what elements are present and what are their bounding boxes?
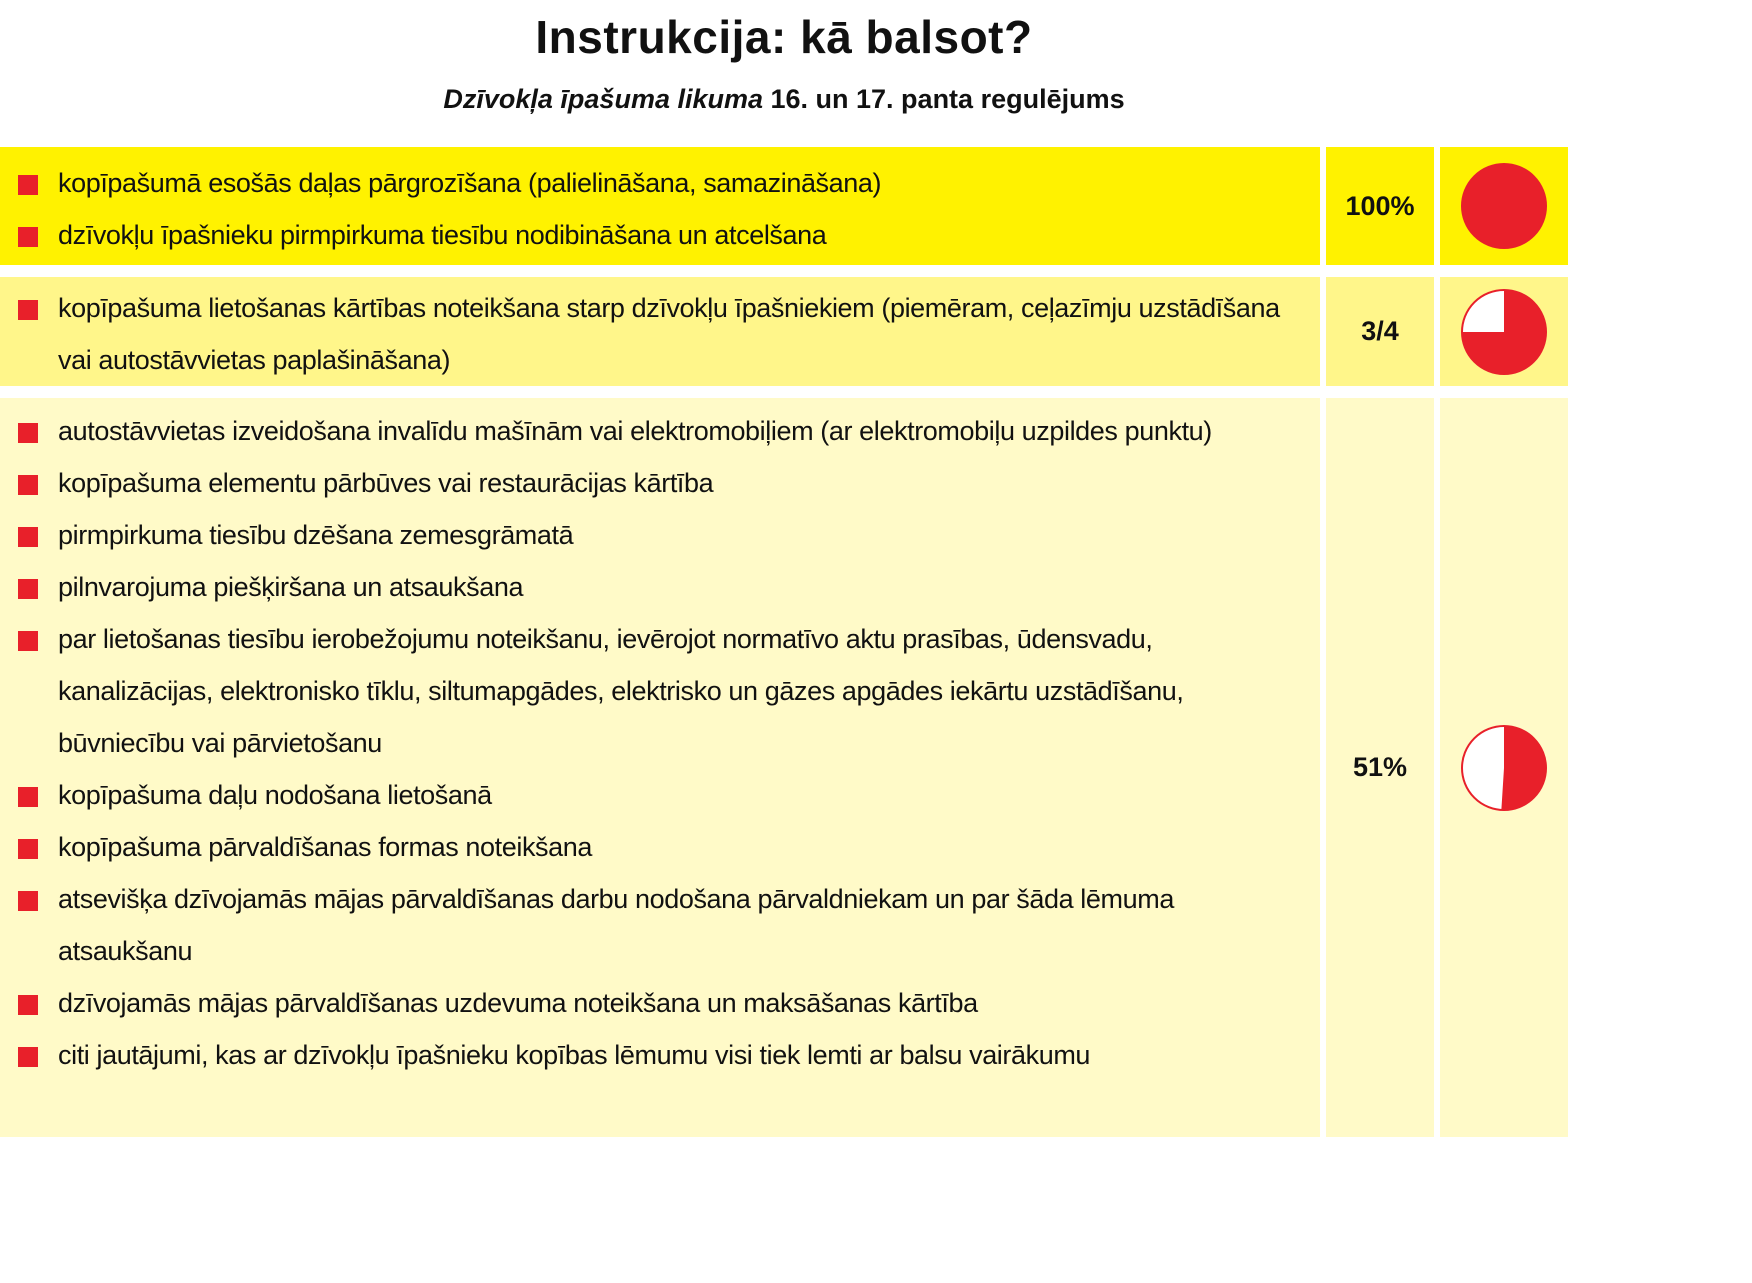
- subtitle-rest: 16. un 17. panta regulējums: [763, 84, 1125, 114]
- bullet-square-icon: [18, 423, 38, 443]
- list-item-text: dzīvokļu īpašnieku pirmpirkuma tiesību nodibināšana un atcelšana: [58, 220, 827, 250]
- list-item: [0, 1029, 1320, 1081]
- list-item: [0, 405, 1320, 457]
- bullet-square-icon: [18, 839, 38, 859]
- bullet-square-icon: [18, 527, 38, 547]
- list-item-text: citi jautājumi, kas ar dzīvokļu īpašnieku kopības lēmumu visi tiek lemti ar balsu vairākumu: [58, 1040, 1091, 1070]
- item-list: [0, 277, 1320, 386]
- half-circle-icon: [1459, 723, 1549, 813]
- bullet-square-icon: [18, 227, 38, 247]
- threshold-cell: [1326, 277, 1434, 386]
- list-item: [0, 509, 1320, 561]
- threshold-cell: [1326, 147, 1434, 265]
- list-item-text: kopīpašuma pārvaldīšanas formas noteikšana: [58, 832, 593, 862]
- list-item: [0, 613, 1320, 769]
- list-item-text: pirmpirkuma tiesību dzēšana zemesgrāmatā: [58, 520, 574, 550]
- list-item-text: autostāvvietas izveidošana invalīdu mašīnām vai elektromobiļiem (ar elektromobiļu uzpildes punktu): [58, 416, 1212, 446]
- pie-cell: [1440, 147, 1568, 265]
- pie-cell: [1440, 277, 1568, 386]
- vote-row-majority: [0, 398, 1568, 1137]
- list-item: [0, 282, 1320, 386]
- list-item: [0, 561, 1320, 613]
- list-item-text: atsevišķa dzīvojamās mājas pārvaldīšanas darbu nodošana pārvaldniekam un par šāda lēmuma atsaukšanu: [58, 884, 1174, 966]
- threshold-value: 100%: [1345, 190, 1415, 221]
- bullet-square-icon: [18, 631, 38, 651]
- list-item-text: kopīpašuma lietošanas kārtības noteikšana starp dzīvokļu īpašniekiem (piemēram, ceļazīmju uzstādīšana vai autostāvvietas paplašināšana): [58, 293, 1280, 375]
- bullet-square-icon: [18, 787, 38, 807]
- bullet-square-icon: [18, 475, 38, 495]
- page-title: Instrukcija: kā balsot?: [535, 11, 1033, 63]
- item-list: [0, 398, 1320, 1081]
- threshold-value: 3/4: [1361, 316, 1399, 346]
- list-item-text: kopīpašuma daļu nodošana lietošanā: [58, 780, 492, 810]
- row-items-cell: [0, 147, 1320, 265]
- list-item-text: kopīpašumā esošās daļas pārgrozīšana (palielināšana, samazināšana): [58, 168, 882, 198]
- list-item-text: par lietošanas tiesību ierobežojumu noteikšanu, ievērojot normatīvo aktu prasības, ūdensvadu, kanalizācijas, elektronisko tīklu, siltumapgādes, elektrisko un gāzes apgādes iekārtu uzstādīšanu, būvniecību vai pārvietošanu: [58, 624, 1184, 758]
- bullet-square-icon: [18, 1047, 38, 1067]
- list-item-text: dzīvojamās mājas pārvaldīšanas uzdevuma noteikšana un maksāšanas kārtība: [58, 988, 978, 1018]
- list-item: [0, 821, 1320, 873]
- threshold-value: 51%: [1352, 752, 1408, 782]
- list-item: [0, 157, 1320, 209]
- bullet-square-icon: [18, 891, 38, 911]
- pie-cell: [1440, 398, 1568, 1137]
- full-circle-icon: [1459, 161, 1549, 251]
- list-item: [0, 977, 1320, 1029]
- vote-row-unanimous: [0, 147, 1568, 265]
- bullet-square-icon: [18, 175, 38, 195]
- subtitle-law-name: Dzīvokļa īpašuma likuma: [443, 84, 763, 114]
- list-item-text: kopīpašuma elementu pārbūves vai restaurācijas kārtība: [58, 468, 714, 498]
- page-subtitle: [0, 84, 1568, 115]
- list-item: [0, 209, 1320, 261]
- threshold-cell: [1326, 398, 1434, 1137]
- pie-slice: [1501, 726, 1546, 810]
- list-item: [0, 457, 1320, 509]
- item-list: [0, 147, 1320, 261]
- vote-row-three-quarters: [0, 277, 1568, 386]
- row-items-cell: [0, 398, 1320, 1137]
- bullet-square-icon: [18, 579, 38, 599]
- list-item-text: pilnvarojuma piešķiršana un atsaukšana: [58, 572, 524, 602]
- list-item: [0, 769, 1320, 821]
- list-item: [0, 873, 1320, 977]
- bullet-square-icon: [18, 300, 38, 320]
- three-quarter-circle-icon: [1459, 287, 1549, 377]
- bullet-square-icon: [18, 995, 38, 1015]
- row-items-cell: [0, 277, 1320, 386]
